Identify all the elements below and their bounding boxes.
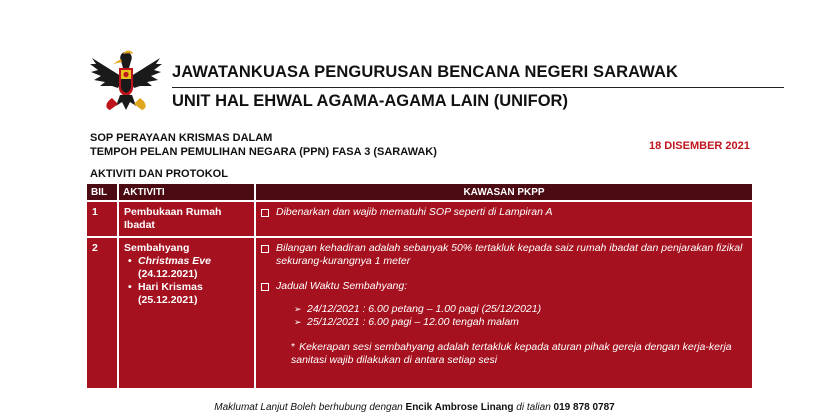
checkbox-bullet-icon [261, 245, 269, 253]
checkbox-bullet-icon [261, 283, 269, 291]
row-activity: Pembukaan Rumah Ibadat [119, 202, 254, 236]
org-subtitle: UNIT HAL EHWAL AGAMA-AGAMA LAIN (UNIFOR) [172, 92, 568, 110]
header-kawasan: KAWASAN PKPP [256, 184, 752, 200]
sub-item-name: • Hari Krismas [138, 281, 203, 293]
row-number: 2 [87, 238, 117, 388]
section-label: AKTIVITI DAN PROTOKOL [90, 168, 228, 180]
kawasan-text: Jadual Waktu Sembahyang: [276, 280, 408, 292]
schedule-note [261, 341, 747, 367]
sub-item-name: • Christmas Eve [138, 255, 211, 267]
footer-prefix: Maklumat Lanjut Boleh berhubung dengan [214, 402, 403, 413]
row-kawasan [256, 202, 752, 236]
table-header-row [87, 184, 752, 200]
kawasan-text: Bilangan kehadiran adalah sebanyak 50% tertakluk kepada saiz rumah ibadat dan penjarakan fizikal sekurang-kurangnya 1 meter [276, 242, 743, 267]
kawasan-item [261, 242, 747, 268]
kawasan-item [261, 206, 747, 219]
header-bil: BIL [87, 184, 117, 200]
sop-title-line-1: SOP PERAYAAN KRISMAS DALAM [90, 132, 273, 144]
header-aktiviti: AKTIVITI [119, 184, 254, 200]
sop-title-line-2: TEMPOH PELAN PEMULIHAN NEGARA (PPN) FASA 3 (SARAWAK) [90, 146, 437, 158]
schedule-list [261, 303, 747, 329]
footer-contact-name: Encik Ambrose Linang [405, 402, 514, 413]
org-title: JAWATANKUASA PENGURUSAN BENCANA NEGERI SARAWAK [172, 63, 679, 81]
list-item: ➢ 25/12/2021 : 6.00 pagi – 12.00 tengah malam [294, 316, 747, 329]
kawasan-item [261, 280, 747, 293]
sub-item-date: (24.12.2021) [138, 268, 198, 280]
sub-item-date: (25.12.2021) [138, 294, 198, 306]
row-kawasan [256, 238, 752, 388]
checkbox-bullet-icon [261, 209, 269, 217]
activity-sub-list [124, 255, 249, 307]
header-divider [172, 87, 784, 88]
row-activity [119, 238, 254, 388]
protocol-table [85, 182, 754, 390]
document-date: 18 DISEMBER 2021 [649, 140, 750, 152]
row-number: 1 [87, 202, 117, 236]
table-row [87, 202, 752, 236]
sop-title [90, 131, 437, 159]
footer-phone: 019 878 0787 [553, 402, 615, 413]
table-row [87, 238, 752, 388]
activity-title: Sembahyang [124, 242, 190, 254]
sarawak-hornbill-crest-icon [88, 48, 164, 114]
footer-contact [0, 402, 829, 413]
footer-middle: di talian [516, 402, 551, 413]
list-item [124, 281, 249, 307]
asterisk-icon: * [291, 341, 296, 353]
list-item: ➢ 24/12/2021 : 6.00 petang – 1.00 pagi (25/12/2021) [294, 303, 747, 316]
note-text: Kekerapan sesi sembahyang adalah tertakluk kepada aturan pihak gereja dengan kerja-kerja sanitasi wajib dilakukan di antara setiap sesi [291, 341, 732, 366]
kawasan-text: Dibenarkan dan wajib mematuhi SOP seperti di Lampiran A [276, 206, 553, 218]
list-item [124, 255, 249, 281]
